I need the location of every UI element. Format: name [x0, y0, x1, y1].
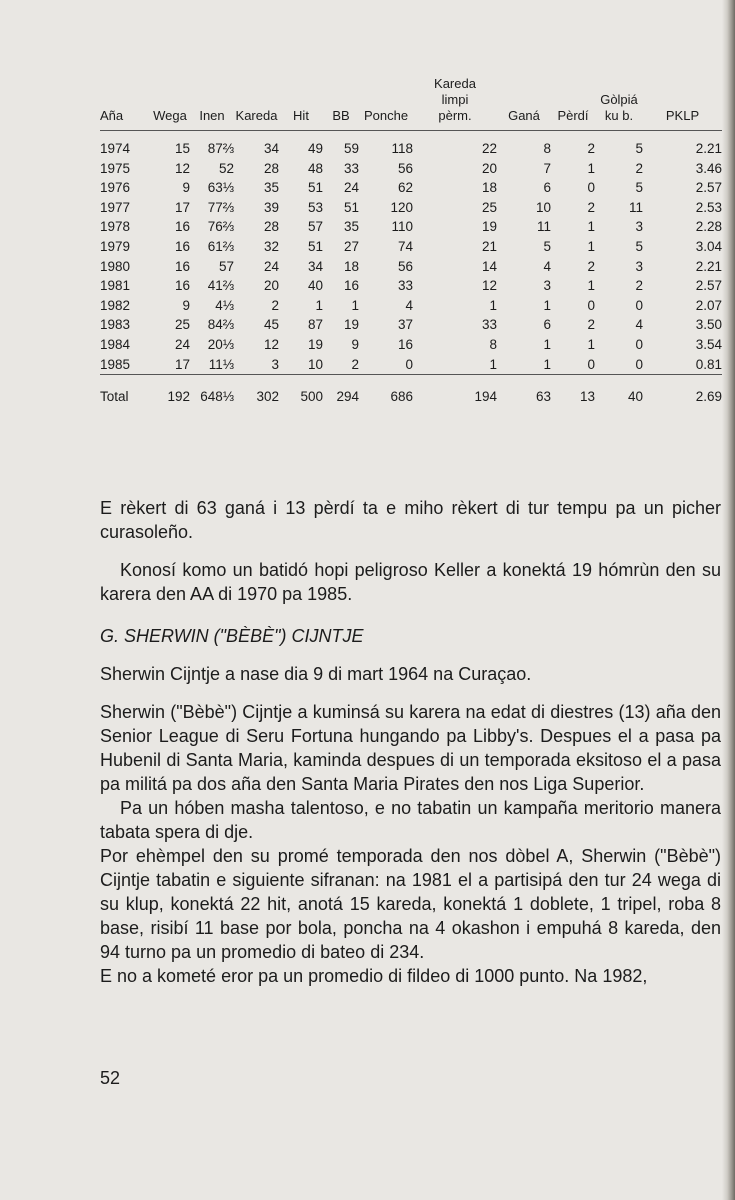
table-cell: 17	[174, 356, 190, 372]
total-cell: 194	[474, 389, 497, 405]
table-row	[100, 335, 722, 355]
total-cell: 686	[390, 389, 413, 405]
table-cell: 3	[635, 219, 643, 235]
table-header-row	[100, 76, 722, 131]
table-cell: 56	[397, 160, 413, 176]
paragraph-birth: Sherwin Cijntje a nase dia 9 di mart 1964 na Curaçao.	[100, 664, 532, 684]
table-cell: 1	[543, 336, 551, 352]
column-header: Ponche	[363, 108, 409, 123]
table-cell: 0	[587, 180, 595, 196]
table-cell: 87	[307, 317, 323, 333]
paragraph-homeruns: Konosí komo un batidó hopi peligroso Keller a konektá 19 hómrùn den su karera den AA di 1970 pa 1985.	[100, 560, 721, 604]
column-header: Ganá	[508, 108, 540, 123]
table-cell: 4	[405, 297, 413, 313]
paragraph-record: E rèkert di 63 ganá i 13 pèrdí ta e miho rèkert di tur tempu pa un picher curasoleño.	[100, 498, 721, 542]
table-cell: 16	[174, 258, 190, 274]
table-row	[100, 355, 722, 375]
table-row	[100, 159, 722, 179]
table-cell: 1984	[100, 336, 131, 352]
table-cell: 2	[587, 258, 595, 274]
table-cell: 16	[343, 278, 359, 294]
table-cell: 118	[391, 141, 413, 156]
table-cell: 2.21	[695, 141, 722, 156]
section-heading: G. SHERWIN ("BÈBÈ") CIJNTJE	[100, 626, 364, 646]
table-cell: 18	[343, 258, 359, 274]
table-cell: 1	[351, 297, 359, 313]
table-cell: 2.57	[695, 278, 722, 294]
table-cell: 0	[587, 356, 595, 372]
table-cell: 11⅓	[208, 356, 234, 372]
table-cell: 24	[174, 336, 190, 352]
table-cell: 16	[174, 219, 190, 235]
total-cell: 648⅓	[200, 389, 234, 405]
table-cell: 10	[307, 356, 323, 372]
table-cell: 120	[390, 199, 413, 215]
table-cell: 52	[218, 160, 234, 176]
table-cell: 1979	[100, 238, 131, 254]
table-cell: 45	[263, 317, 279, 333]
table-cell: 21	[481, 238, 497, 254]
table-row	[100, 178, 722, 198]
table-cell: 0.81	[695, 356, 722, 372]
table-row	[100, 276, 722, 296]
table-cell: 12	[481, 278, 497, 294]
table-cell: 1	[489, 356, 497, 372]
table-cell: 3.54	[695, 336, 722, 352]
table-body	[100, 131, 722, 375]
table-cell: 1	[315, 297, 323, 313]
table-cell: 34	[307, 258, 323, 274]
table-cell: 1980	[100, 258, 131, 274]
table-cell: 3.04	[695, 238, 722, 254]
table-cell: 1975	[100, 160, 131, 176]
column-header: Hit	[293, 108, 309, 123]
table-cell: 2	[587, 141, 595, 156]
table-cell: 1	[587, 278, 595, 294]
table-cell: 51	[307, 180, 323, 196]
table-row	[100, 237, 722, 257]
table-cell: 3	[635, 258, 643, 274]
table-cell: 1	[587, 238, 595, 254]
table-cell: 27	[343, 238, 359, 254]
total-cell: 63	[535, 389, 551, 405]
column-header: Kareda	[235, 108, 278, 123]
body-text	[100, 496, 721, 988]
paragraph-talent: Pa un hóben masha talentoso, e no tabatin un kampaña meritorio manera tabata spera di dje.	[100, 798, 721, 842]
table-cell: 61⅔	[207, 238, 234, 254]
table-cell: 14	[481, 258, 497, 274]
table-cell: 4	[543, 258, 551, 274]
table-cell: 53	[307, 199, 323, 215]
table-cell: 51	[307, 238, 323, 254]
total-cell: 294	[336, 389, 359, 405]
column-header: PKLP	[665, 108, 700, 123]
column-header: Gòlpiá ku b.	[600, 92, 638, 123]
table-total-row	[100, 375, 722, 410]
total-cell: 13	[579, 389, 595, 405]
column-header: BB	[332, 108, 350, 123]
table-cell: 8	[543, 141, 551, 156]
table-cell: 1	[587, 219, 595, 235]
table-cell: 0	[635, 356, 643, 372]
total-cell: 2.69	[695, 389, 722, 405]
column-header: Aña	[100, 108, 124, 123]
table-cell: 25	[481, 199, 497, 215]
table-cell: 2.21	[695, 258, 722, 274]
table-cell: 24	[263, 258, 279, 274]
table-cell: 57	[218, 258, 234, 274]
table-cell: 0	[635, 336, 643, 352]
table-cell: 20	[263, 278, 279, 294]
table-cell: 25	[174, 317, 190, 333]
table-cell: 7	[543, 160, 551, 176]
table-cell: 6	[543, 317, 551, 333]
column-header: Kareda limpi pèrm.	[434, 76, 476, 123]
table-cell: 12	[263, 336, 279, 352]
table-cell: 33	[481, 317, 497, 333]
total-cell: 302	[256, 389, 279, 405]
table-cell: 1977	[100, 199, 131, 215]
table-cell: 2.57	[695, 180, 722, 196]
column-header: Pèrdí	[557, 108, 589, 123]
table-cell: 6	[543, 180, 551, 196]
table-cell: 18	[481, 180, 497, 196]
table-cell: 1985	[100, 356, 131, 372]
column-header: Inen	[199, 108, 225, 123]
total-cell: 40	[627, 389, 643, 405]
table-cell: 20	[481, 160, 497, 176]
table-cell: 5	[635, 141, 643, 156]
table-cell: 9	[182, 180, 190, 196]
table-cell: 28	[263, 160, 279, 176]
pitching-stats-table	[100, 76, 722, 409]
table-cell: 84⅔	[207, 317, 234, 333]
table-cell: 4	[635, 317, 643, 333]
table-cell: 2	[271, 297, 279, 313]
table-cell: 28	[263, 219, 279, 235]
page-number: 52	[100, 1068, 121, 1088]
table-cell: 1	[543, 356, 551, 372]
table-cell: 2	[587, 199, 595, 215]
table-cell: 15	[174, 141, 190, 156]
table-cell: 2	[635, 278, 643, 294]
table-cell: 1981	[100, 278, 131, 294]
table-cell: 74	[397, 238, 413, 254]
table-cell: 17	[174, 199, 190, 215]
table-cell: 2	[587, 317, 595, 333]
table-cell: 11	[628, 199, 643, 215]
table-cell: 16	[174, 278, 190, 294]
table-cell: 24	[343, 180, 359, 196]
table-cell: 1974	[100, 141, 131, 156]
table-cell: 5	[543, 238, 551, 254]
paragraph-example: Por ehèmpel den su promé temporada den nos dòbel A, Sherwin ("Bèbè") Cijntje tabatin e siguiente sifranan: na 1981 el a partisipá den tur 24 wega di su klup, konektá 22 hit, anotá 15 kareda, konektá 1 doblete, 1 tripel, roba 8 base, risibí 11 base por bola, poncha na 4 okashon i empuhá 8 kareda, den 94 turno pa un promedio di bateo di 234.	[100, 846, 721, 962]
table-cell: 1983	[100, 317, 131, 333]
table-cell: 1976	[100, 180, 131, 196]
table-cell: 12	[174, 160, 190, 176]
table-cell: 2.07	[695, 297, 722, 313]
table-cell: 77⅔	[207, 199, 234, 215]
table-row	[100, 217, 722, 237]
table-cell: 63⅓	[207, 180, 234, 196]
table-cell: 1	[489, 297, 497, 313]
table-cell: 59	[343, 141, 359, 156]
total-cell: Total	[100, 389, 129, 405]
table-cell: 33	[343, 160, 359, 176]
table-cell: 1	[587, 160, 595, 176]
table-row	[100, 257, 722, 277]
table-cell: 57	[307, 219, 323, 235]
table-cell: 9	[182, 297, 190, 313]
table-cell: 49	[307, 141, 323, 156]
table-row	[100, 131, 722, 159]
table-cell: 37	[397, 317, 413, 333]
table-cell: 35	[343, 219, 359, 235]
table-cell: 3	[543, 278, 551, 294]
column-header: Wega	[153, 108, 187, 123]
table-cell: 2	[635, 160, 643, 176]
table-cell: 2	[351, 356, 359, 372]
table-cell: 76⅔	[207, 219, 234, 235]
total-cell: 192	[167, 389, 190, 405]
table-cell: 40	[307, 278, 323, 294]
table-cell: 19	[343, 317, 359, 333]
table-cell: 39	[263, 199, 279, 215]
table-cell: 0	[587, 297, 595, 313]
table-cell: 56	[397, 258, 413, 274]
table-row	[100, 198, 722, 218]
table-row	[100, 296, 722, 316]
table-cell: 32	[263, 238, 279, 254]
table-cell: 9	[351, 336, 359, 352]
table-cell: 1978	[100, 219, 131, 235]
table-cell: 22	[481, 141, 497, 156]
table-cell: 2.28	[695, 219, 722, 235]
table-cell: 20⅓	[207, 336, 234, 352]
table-cell: 33	[397, 278, 413, 294]
table-cell: 1982	[100, 297, 131, 313]
table-cell: 48	[307, 160, 323, 176]
table-cell: 19	[307, 336, 323, 352]
table-cell: 5	[635, 180, 643, 196]
table-cell: 3	[271, 356, 279, 372]
table-cell: 34	[263, 141, 279, 156]
table-cell: 35	[263, 180, 279, 196]
table-cell: 110	[391, 219, 413, 235]
paragraph-fielding: E no a kometé eror pa un promedio di fildeo di 1000 punto. Na 1982,	[100, 966, 648, 986]
table-cell: 51	[343, 199, 359, 215]
table-cell: 62	[397, 180, 413, 196]
table-cell: 16	[174, 238, 190, 254]
table-cell: 2.53	[695, 199, 722, 215]
table-cell: 8	[489, 336, 497, 352]
table-cell: 19	[481, 219, 497, 235]
table-cell: 1	[587, 336, 595, 352]
table-row	[100, 315, 722, 335]
table-cell: 87⅔	[207, 141, 234, 156]
table-cell: 41⅔	[207, 278, 234, 294]
table-cell: 4⅓	[215, 297, 234, 313]
total-cell: 500	[300, 389, 323, 405]
table-cell: 11	[536, 219, 551, 235]
table-cell: 3.50	[695, 317, 722, 333]
table-cell: 5	[635, 238, 643, 254]
book-spine-edge	[722, 0, 735, 1200]
paragraph-career-start: Sherwin ("Bèbè") Cijntje a kuminsá su karera na edat di diestres (13) aña den Senior League di Seru Fortuna hungando pa Libby's. Despues el a pasa pa Hubenil di Santa Maria, kaminda despues di un temporada eksitoso el a pasa pa militá pa dos aña den Santa Maria Pirates den nos Liga Superior.	[100, 702, 721, 794]
table-cell: 16	[397, 336, 413, 352]
table-cell: 0	[635, 297, 643, 313]
table-cell: 3.46	[695, 160, 722, 176]
table-cell: 0	[405, 356, 413, 372]
table-cell: 1	[543, 297, 551, 313]
table-cell: 10	[535, 199, 551, 215]
